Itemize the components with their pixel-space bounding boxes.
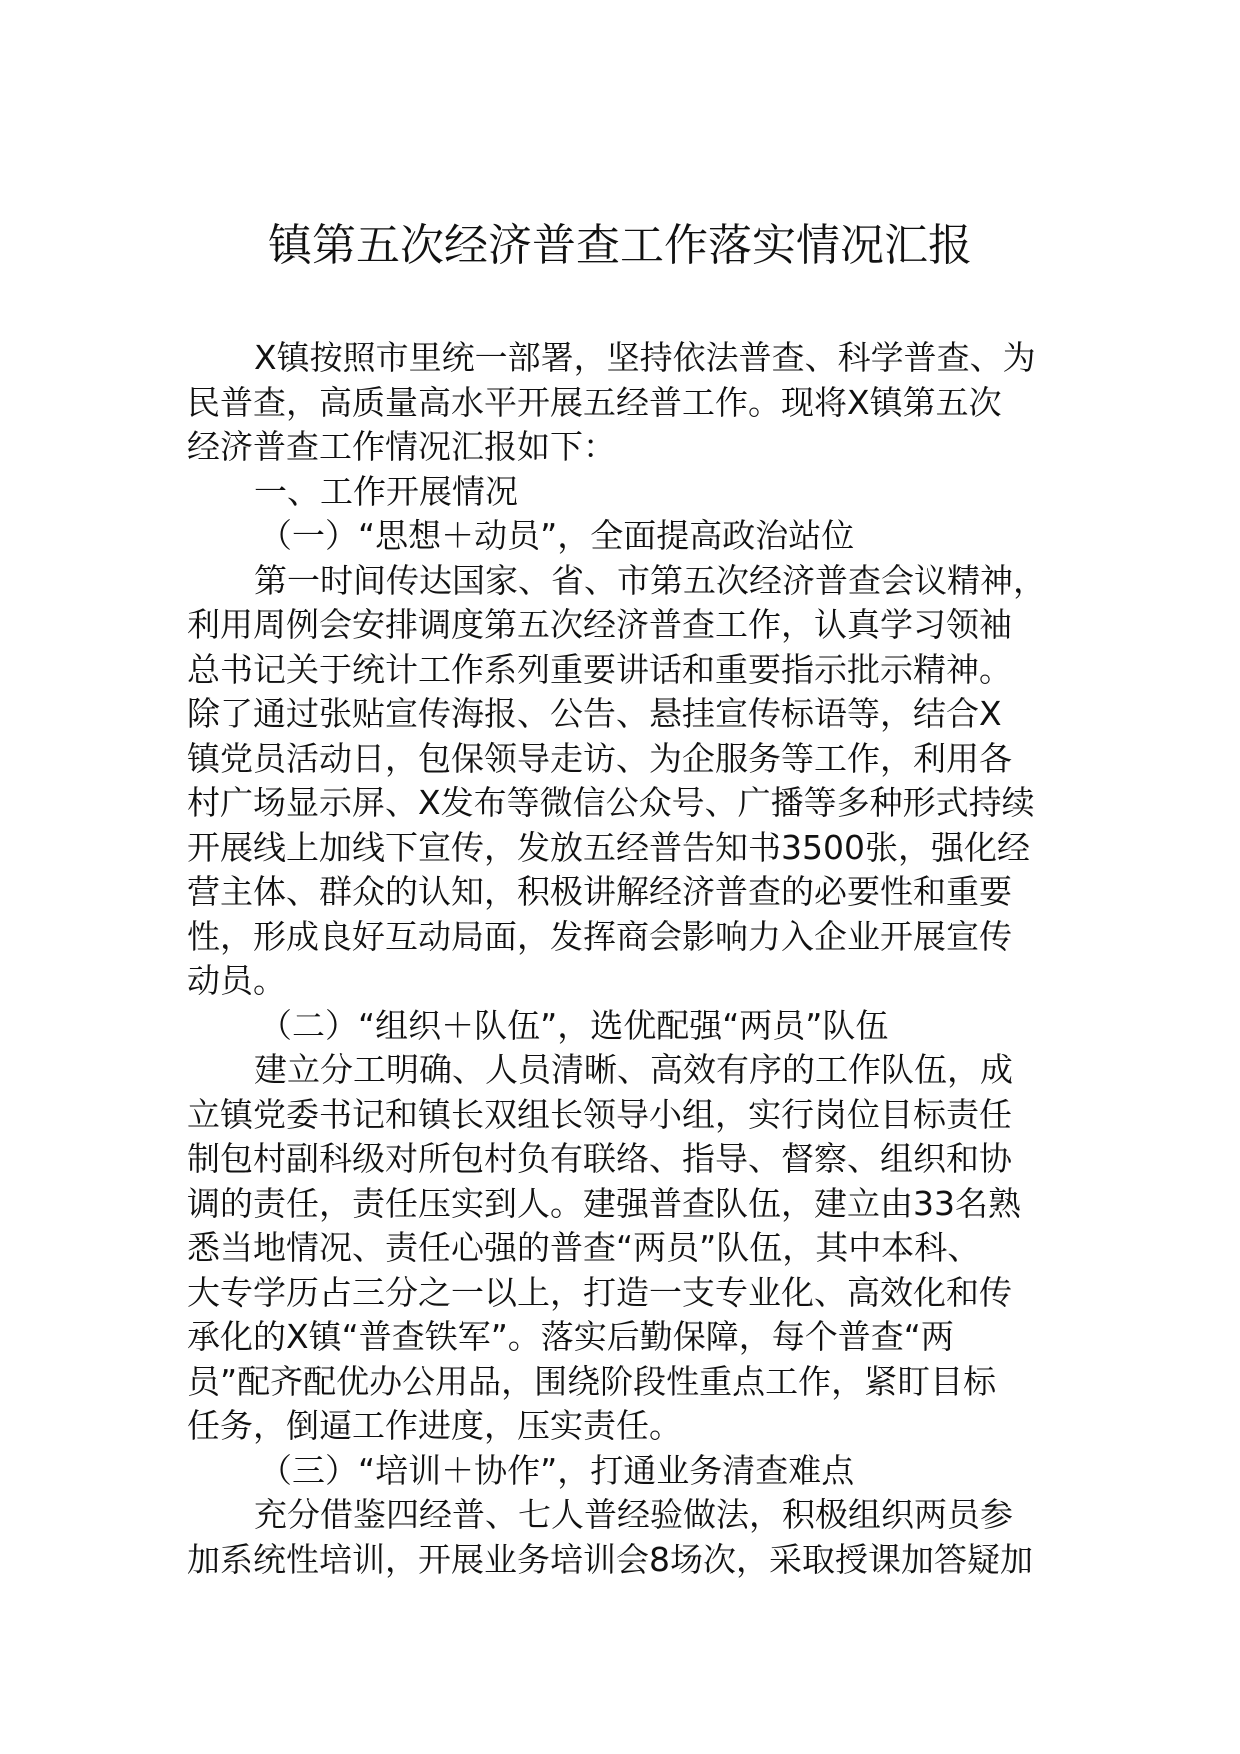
subsection-heading: （二）“组织＋队伍”，选优配强“两员”队伍	[259, 1005, 889, 1045]
paragraph-line: 制包村副科级对所包村负有联络、指导、督察、组织和协	[187, 1139, 1012, 1178]
paragraph-line: 建立分工明确、人员清晰、高效有序的工作队伍，成	[254, 1050, 1013, 1089]
paragraph-line: 经济普查工作情况汇报如下：	[187, 427, 616, 466]
paragraph-line: 营主体、群众的认知，积极讲解经济普查的必要性和重要	[187, 872, 1012, 911]
paragraph-line: 任务，倒逼工作进度，压实责任。	[187, 1406, 682, 1445]
paragraph-line: X镇按照市里统一部署，坚持依法普查、科学普查、为	[254, 338, 1036, 377]
subsection-heading: （一）“思想＋动员”，全面提高政治站位	[259, 516, 855, 555]
paragraph-line: 充分借鉴四经普、七人普经验做法，积极组织两员参	[254, 1495, 1013, 1534]
paragraph-line: 总书记关于统计工作系列重要讲话和重要指示批示精神。	[187, 649, 1012, 689]
paragraph-line: 大专学历占三分之一以上，打造一支专业化、高效化和传	[187, 1272, 1012, 1312]
paragraph-line: 利用周例会安排调度第五次经济普查工作，认真学习领袖	[187, 605, 1012, 644]
paragraph-line: 镇党员活动日，包保领导走访、为企服务等工作，利用各	[187, 738, 1012, 778]
paragraph-line: 悉当地情况、责任心强的普查“两员”队伍，其中本科、	[187, 1228, 981, 1267]
paragraph-line: 动员。	[187, 961, 286, 1000]
paragraph-line: 民普查，高质量高水平开展五经普工作。现将X镇第五次	[187, 382, 1002, 422]
paragraph-line: 开展线上加线下宣传，发放五经普告知书3500张，强化经	[187, 827, 1030, 867]
paragraph-line: 员”配齐配优办公用品，围绕阶段性重点工作，紧盯目标	[187, 1361, 997, 1401]
paragraph-line: 承化的X镇“普查铁军”。落实后勤保障，每个普查“两	[187, 1317, 954, 1356]
subsection-heading: （三）“培训＋协作”，打通业务清查难点	[259, 1450, 855, 1490]
section-heading: 一、工作开展情况	[254, 471, 518, 511]
paragraph-line: 村广场显示屏、X发布等微信公众号、广播等多种形式持续	[187, 783, 1035, 822]
paragraph-line: 除了通过张贴宣传海报、公告、悬挂宣传标语等，结合X	[187, 694, 1002, 733]
paragraph-line: 调的责任，责任压实到人。建强普查队伍，建立由33名熟	[187, 1183, 1021, 1223]
paragraph-line: 立镇党委书记和镇长双组长领导小组，实行岗位目标责任	[187, 1094, 1012, 1134]
paragraph-line: 加系统性培训，开展业务培训会8场次，采取授课加答疑加	[187, 1539, 1033, 1579]
paragraph-line: 第一时间传达国家、省、市第五次经济普查会议精神，	[254, 560, 1046, 600]
document-title: 镇第五次经济普查工作落实情况汇报	[268, 220, 972, 271]
paragraph-line: 性，形成良好互动局面，发挥商会影响力入企业开展宣传	[187, 916, 1012, 956]
document-body	[187, 336, 1057, 1582]
